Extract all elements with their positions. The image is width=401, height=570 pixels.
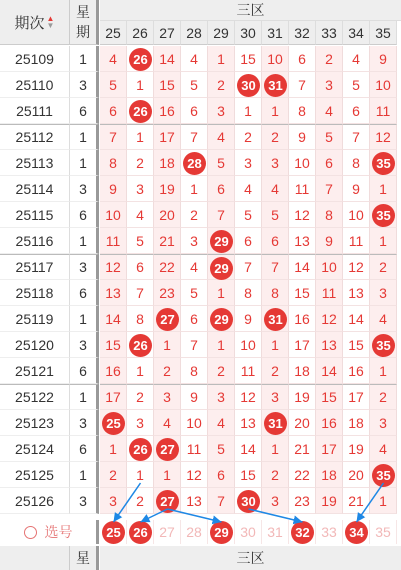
- miss-count: 3: [271, 154, 279, 171]
- issue-cell: 25110: [0, 72, 70, 98]
- miss-count: 11: [186, 440, 202, 457]
- miss-count: 17: [105, 389, 121, 405]
- miss-count: 4: [379, 440, 387, 457]
- miss-count: 23: [294, 492, 310, 509]
- miss-count: 13: [348, 284, 364, 301]
- selected-number-ball[interactable]: 26: [129, 521, 152, 544]
- miss-count: 9: [352, 180, 360, 197]
- miss-count: 2: [136, 389, 144, 405]
- miss-count: 16: [105, 362, 121, 379]
- miss-count: 3: [190, 232, 198, 249]
- miss-count: 10: [240, 336, 256, 353]
- issue-cell: 25121: [0, 358, 70, 384]
- miss-count: 11: [348, 232, 364, 249]
- week-cell: 6: [70, 202, 99, 228]
- miss-count: 2: [136, 154, 144, 171]
- miss-count: 6: [244, 232, 252, 249]
- miss-count: 10: [186, 414, 202, 431]
- miss-count: 11: [321, 284, 337, 301]
- miss-count: 22: [294, 466, 310, 483]
- miss-count: 7: [109, 129, 117, 145]
- miss-count: 5: [271, 206, 279, 223]
- issue-cell: 25122: [0, 384, 70, 410]
- miss-count: 15: [321, 389, 337, 405]
- miss-count: 19: [294, 389, 310, 405]
- miss-count: 8: [325, 206, 333, 223]
- miss-count: 12: [348, 259, 364, 275]
- miss-count: 5: [352, 76, 360, 93]
- issue-cell: 25112: [0, 124, 70, 150]
- miss-count: 1: [271, 336, 279, 353]
- miss-count: 4: [244, 180, 252, 197]
- miss-count: 6: [352, 102, 360, 119]
- miss-count: 19: [159, 180, 175, 197]
- issue-cell: 25124: [0, 436, 70, 462]
- issue-cell: 25116: [0, 228, 70, 254]
- hit-ball: 28: [183, 152, 206, 175]
- column-header-30: 30: [235, 21, 262, 45]
- miss-count: 1: [190, 180, 198, 197]
- miss-count: 8: [190, 362, 198, 379]
- selected-number-ball[interactable]: 34: [345, 521, 368, 544]
- issue-cell: 25120: [0, 332, 70, 358]
- miss-count: 1: [217, 50, 225, 67]
- trend-arrow: [141, 509, 168, 522]
- miss-count: 5: [217, 154, 225, 171]
- selected-number-ball[interactable]: 29: [210, 521, 233, 544]
- week-cell: 1: [70, 46, 99, 72]
- miss-count: 8: [136, 310, 144, 327]
- miss-count: 2: [379, 389, 387, 405]
- miss-count: 10: [105, 206, 121, 223]
- miss-count: 20: [294, 414, 310, 431]
- hit-ball: 29: [210, 257, 233, 280]
- miss-count: 5: [190, 76, 198, 93]
- miss-count: 3: [271, 389, 279, 405]
- issue-cell: 25118: [0, 280, 70, 306]
- miss-count: 3: [163, 389, 171, 405]
- trend-arrow: [249, 509, 303, 522]
- miss-count: 6: [190, 102, 198, 119]
- issue-cell: 25113: [0, 150, 70, 176]
- miss-count: 6: [190, 310, 198, 327]
- miss-count: 6: [217, 466, 225, 483]
- hit-ball: 29: [210, 230, 233, 253]
- miss-count: 14: [240, 440, 256, 457]
- hit-ball: 30: [237, 490, 260, 513]
- miss-count: 3: [379, 284, 387, 301]
- miss-count: 7: [298, 76, 306, 93]
- miss-count: 22: [159, 259, 175, 275]
- miss-count: 1: [379, 180, 387, 197]
- miss-count: 2: [271, 466, 279, 483]
- miss-count: 4: [109, 50, 117, 67]
- miss-count: 2: [379, 259, 387, 275]
- miss-count: 23: [159, 284, 175, 301]
- miss-count: 2: [244, 129, 252, 145]
- miss-count: 7: [136, 284, 144, 301]
- week-cell: 3: [70, 254, 99, 280]
- miss-count: 11: [375, 102, 391, 119]
- miss-count: 20: [348, 466, 364, 483]
- hit-ball: 31: [264, 74, 287, 97]
- miss-count: 13: [105, 284, 121, 301]
- miss-count: 4: [325, 102, 333, 119]
- miss-count: 13: [240, 414, 256, 431]
- miss-count: 3: [109, 492, 117, 509]
- select-number-label: 31: [267, 524, 283, 540]
- miss-count: 4: [163, 414, 171, 431]
- miss-count: 1: [217, 336, 225, 353]
- issue-cell: 25126: [0, 488, 70, 514]
- issue-cell: 25125: [0, 462, 70, 488]
- week-cell: 6: [70, 358, 99, 384]
- issue-cell: 25114: [0, 176, 70, 202]
- miss-count: 7: [190, 129, 198, 145]
- miss-count: 2: [325, 50, 333, 67]
- miss-count: 4: [271, 180, 279, 197]
- miss-count: 3: [379, 414, 387, 431]
- miss-count: 1: [217, 284, 225, 301]
- week-cell: 6: [70, 280, 99, 306]
- week-cell: 1: [70, 462, 99, 488]
- miss-count: 9: [325, 232, 333, 249]
- miss-count: 2: [217, 362, 225, 379]
- miss-count: 1: [136, 76, 144, 93]
- miss-count: 4: [136, 206, 144, 223]
- footer-zone-header: 三区: [100, 546, 401, 570]
- miss-count: 21: [348, 492, 364, 509]
- miss-count: 1: [271, 440, 279, 457]
- hit-ball: 35: [372, 334, 395, 357]
- miss-count: 10: [321, 259, 337, 275]
- hit-ball: 26: [129, 334, 152, 357]
- miss-count: 12: [294, 206, 310, 223]
- miss-count: 7: [352, 129, 360, 145]
- week-cell: 1: [70, 124, 99, 150]
- miss-count: 17: [294, 336, 310, 353]
- miss-count: 1: [379, 362, 387, 379]
- select-number-label: 28: [186, 524, 202, 540]
- week-cell: 6: [70, 436, 99, 462]
- miss-count: 3: [136, 414, 144, 431]
- zone-header: 三区: [100, 0, 401, 21]
- issue-cell: 25109: [0, 46, 70, 72]
- week-cell: 3: [70, 488, 99, 514]
- week-header-top: 星: [76, 4, 90, 20]
- miss-count: 2: [163, 362, 171, 379]
- miss-count: 18: [159, 154, 175, 171]
- miss-count: 18: [348, 414, 364, 431]
- miss-count: 2: [271, 362, 279, 379]
- miss-count: 9: [379, 50, 387, 67]
- miss-count: 11: [294, 180, 310, 197]
- miss-count: 4: [379, 310, 387, 327]
- miss-count: 5: [190, 284, 198, 301]
- miss-count: 8: [109, 154, 117, 171]
- miss-count: 15: [348, 336, 364, 353]
- miss-count: 12: [375, 129, 391, 145]
- hit-ball: 27: [156, 490, 179, 513]
- miss-count: 1: [109, 440, 117, 457]
- miss-count: 10: [267, 50, 283, 67]
- miss-count: 14: [159, 50, 175, 67]
- miss-count: 14: [105, 310, 121, 327]
- miss-count: 6: [298, 50, 306, 67]
- miss-count: 1: [136, 129, 144, 145]
- miss-count: 12: [240, 389, 256, 405]
- column-header-35: 35: [370, 21, 397, 45]
- miss-count: 1: [136, 362, 144, 379]
- miss-count: 1: [271, 102, 279, 119]
- miss-count: 12: [321, 310, 337, 327]
- miss-count: 17: [348, 389, 364, 405]
- miss-count: 1: [244, 102, 252, 119]
- miss-count: 3: [136, 180, 144, 197]
- miss-count: 5: [217, 440, 225, 457]
- miss-count: 3: [325, 76, 333, 93]
- miss-count: 6: [109, 102, 117, 119]
- week-cell: 1: [70, 150, 99, 176]
- miss-count: 11: [105, 232, 121, 249]
- miss-count: 18: [321, 466, 337, 483]
- trend-arrow: [114, 483, 141, 522]
- miss-count: 9: [298, 129, 306, 145]
- column-header-32: 32: [289, 21, 316, 45]
- issue-cell: 25115: [0, 202, 70, 228]
- week-cell: 3: [70, 176, 99, 202]
- miss-count: 21: [159, 232, 175, 249]
- select-number-label: 33: [321, 524, 337, 540]
- miss-count: 3: [271, 492, 279, 509]
- column-header-26: 26: [127, 21, 154, 45]
- miss-count: 10: [348, 206, 364, 223]
- miss-count: 2: [217, 76, 225, 93]
- miss-count: 7: [271, 259, 279, 275]
- select-number-label: 30: [240, 524, 256, 540]
- miss-count: 9: [244, 310, 252, 327]
- sort-icon[interactable]: ▲ ▼: [46, 14, 55, 30]
- miss-count: 4: [217, 129, 225, 145]
- miss-count: 13: [294, 232, 310, 249]
- miss-count: 15: [159, 76, 175, 93]
- week-cell: 3: [70, 72, 99, 98]
- hit-ball: 26: [129, 100, 152, 123]
- miss-count: 7: [217, 206, 225, 223]
- miss-count: 14: [294, 259, 310, 275]
- hit-ball: 31: [264, 308, 287, 331]
- miss-count: 13: [186, 492, 202, 509]
- miss-count: 13: [321, 336, 337, 353]
- select-label: 选号: [44, 524, 73, 540]
- miss-count: 15: [294, 284, 310, 301]
- issue-cell: 25119: [0, 306, 70, 332]
- column-header-33: 33: [316, 21, 343, 45]
- hit-ball: 26: [129, 48, 152, 71]
- miss-count: 15: [105, 336, 121, 353]
- hit-ball: 31: [264, 412, 287, 435]
- week-header-bottom: 期: [76, 24, 90, 40]
- hit-ball: 35: [372, 204, 395, 227]
- hit-ball: 27: [156, 308, 179, 331]
- miss-count: 4: [217, 414, 225, 431]
- miss-count: 1: [163, 336, 171, 353]
- miss-count: 1: [379, 492, 387, 509]
- column-header-25: 25: [100, 21, 127, 45]
- week-cell: 6: [70, 98, 99, 124]
- miss-count: 16: [159, 102, 175, 119]
- hit-ball: 29: [210, 308, 233, 331]
- column-header-28: 28: [181, 21, 208, 45]
- select-number-label: 35: [375, 524, 391, 540]
- miss-count: 3: [217, 389, 225, 405]
- trend-arrow: [357, 483, 384, 522]
- miss-count: 2: [271, 129, 279, 145]
- miss-count: 20: [159, 206, 175, 223]
- miss-count: 2: [109, 466, 117, 483]
- miss-count: 7: [217, 492, 225, 509]
- miss-count: 10: [375, 76, 391, 93]
- miss-count: 5: [325, 129, 333, 145]
- miss-count: 8: [244, 284, 252, 301]
- week-cell: 3: [70, 410, 99, 436]
- miss-count: 15: [240, 50, 256, 67]
- miss-count: 9: [190, 389, 198, 405]
- miss-count: 7: [190, 336, 198, 353]
- hit-ball: 27: [156, 438, 179, 461]
- week-cell: 1: [70, 306, 99, 332]
- issue-cell: 25117: [0, 254, 70, 280]
- miss-count: 8: [298, 102, 306, 119]
- miss-count: 18: [294, 362, 310, 379]
- miss-count: 3: [217, 102, 225, 119]
- miss-count: 16: [321, 414, 337, 431]
- miss-count: 5: [244, 206, 252, 223]
- miss-count: 3: [244, 154, 252, 171]
- miss-count: 4: [190, 50, 198, 67]
- miss-count: 17: [159, 129, 175, 145]
- hit-ball: 26: [129, 438, 152, 461]
- footer-week-header: 星: [70, 546, 99, 570]
- miss-count: 1: [136, 466, 144, 483]
- miss-count: 4: [190, 259, 198, 275]
- miss-count: 8: [352, 154, 360, 171]
- miss-count: 2: [190, 206, 198, 223]
- selected-number-ball[interactable]: 25: [102, 521, 125, 544]
- miss-count: 7: [325, 180, 333, 197]
- miss-count: 7: [244, 259, 252, 275]
- miss-count: 8: [271, 284, 279, 301]
- issue-cell: 25111: [0, 98, 70, 124]
- column-header-29: 29: [208, 21, 235, 45]
- miss-count: 17: [321, 440, 337, 457]
- hit-ball: 25: [102, 412, 125, 435]
- column-header-31: 31: [262, 21, 289, 45]
- week-cell: 3: [70, 332, 99, 358]
- miss-count: 1: [379, 232, 387, 249]
- miss-count: 6: [325, 154, 333, 171]
- miss-count: 15: [240, 466, 256, 483]
- hit-ball: 35: [372, 152, 395, 175]
- miss-count: 21: [294, 440, 310, 457]
- miss-count: 6: [271, 232, 279, 249]
- miss-count: 19: [321, 492, 337, 509]
- miss-count: 11: [240, 362, 256, 379]
- miss-count: 16: [348, 362, 364, 379]
- week-cell: 1: [70, 228, 99, 254]
- issue-cell: 25123: [0, 410, 70, 436]
- miss-count: 12: [186, 466, 202, 483]
- issue-header-label: 期次: [14, 14, 45, 32]
- miss-count: 10: [294, 154, 310, 171]
- week-cell: 1: [70, 384, 99, 410]
- hit-ball: 35: [372, 464, 395, 487]
- miss-count: 14: [321, 362, 337, 379]
- miss-count: 5: [109, 76, 117, 93]
- miss-count: 6: [136, 259, 144, 275]
- trend-arrow: [168, 509, 222, 522]
- select-number-label: 27: [159, 524, 175, 540]
- miss-count: 2: [136, 492, 144, 509]
- miss-count: 1: [163, 466, 171, 483]
- miss-count: 19: [348, 440, 364, 457]
- miss-count: 5: [136, 232, 144, 249]
- miss-count: 4: [352, 50, 360, 67]
- miss-count: 12: [105, 259, 121, 275]
- miss-count: 16: [294, 310, 310, 327]
- miss-count: 14: [348, 310, 364, 327]
- miss-count: 9: [109, 180, 117, 197]
- column-header-34: 34: [343, 21, 370, 45]
- selected-number-ball[interactable]: 32: [291, 521, 314, 544]
- hit-ball: 30: [237, 74, 260, 97]
- miss-count: 6: [217, 180, 225, 197]
- column-header-27: 27: [154, 21, 181, 45]
